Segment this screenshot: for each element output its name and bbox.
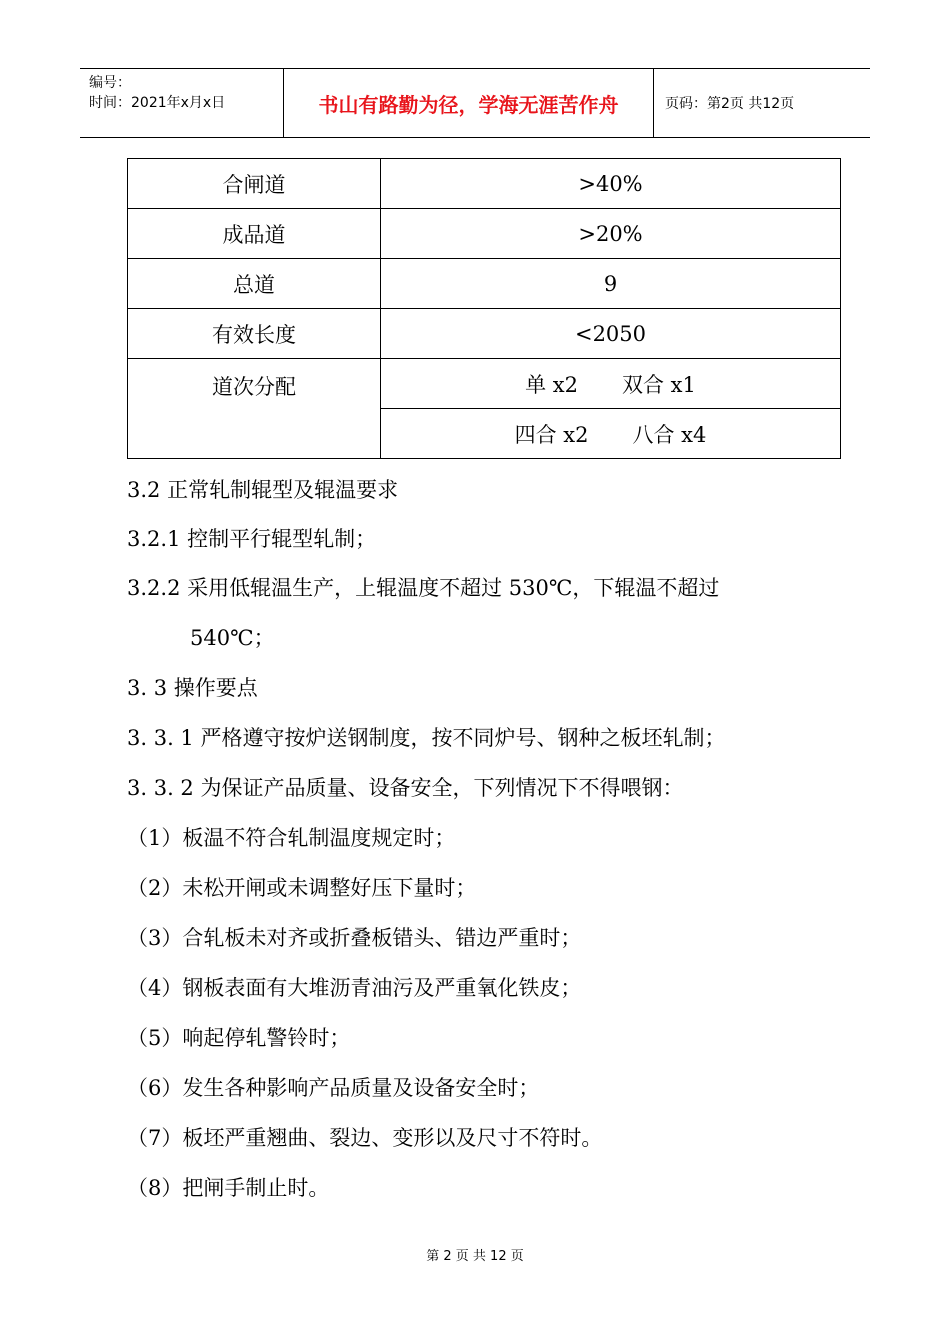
table-cell-allocation [381, 409, 841, 459]
list-item: （2）未松开闸或未调整好压下量时； [127, 876, 477, 900]
list-item: （7）板坯严重翘曲、裂边、变形以及尺寸不符时。 [127, 1126, 603, 1150]
table-cell-allocation [381, 359, 841, 409]
list-item: （8）把闸手制止时。 [127, 1176, 330, 1200]
section-heading: 3. 3 操作要点 [127, 676, 258, 700]
table-row [128, 359, 841, 409]
allocation-item: 八合 x4 [632, 422, 707, 447]
table-cell-allocation-label: 道次分配 [128, 359, 381, 459]
list-item: （1）板温不符合轧制温度规定时； [127, 826, 456, 850]
paragraph: 3.2.2 采用低辊温生产，上辊温度不超过 530℃，下辊温不超过 [127, 576, 720, 600]
paragraph: 3.2.1 控制平行辊型轧制； [127, 527, 377, 551]
allocation-item: 四合 x2 [514, 422, 589, 447]
table-cell-value: >20% [381, 209, 841, 259]
parameter-table [127, 158, 841, 459]
table-cell-value: >40% [381, 159, 841, 209]
page-footer: 第 2 页 共 12 页 [426, 1249, 524, 1264]
table-cell-label: 成品道 [128, 209, 381, 259]
allocation-item: 双合 x1 [622, 372, 696, 397]
table-cell-value: <2050 [381, 309, 841, 359]
table-row [128, 259, 841, 309]
page-header [80, 68, 870, 138]
paragraph: 3. 3. 1 严格遵守按炉送钢制度，按不同炉号、钢种之板坯轧制； [127, 726, 726, 750]
table-cell-value: 9 [381, 259, 841, 309]
header-motto: 书山有路勤为径，学海无涯苦作舟 [283, 69, 654, 137]
table-cell-label: 合闸道 [128, 159, 381, 209]
allocation-item: 单 x2 [525, 372, 578, 397]
list-item: （6）发生各种影响产品质量及设备安全时； [127, 1076, 540, 1100]
list-item: （5）响起停轧警铃时； [127, 1026, 351, 1050]
document-time-label: 时间：2021年x月x日 [89, 95, 226, 111]
list-item: （3）合轧板未对齐或折叠板错头、错边严重时； [127, 926, 582, 950]
list-item: （4）钢板表面有大堆沥青油污及严重氧化铁皮； [127, 976, 582, 1000]
table-cell-label: 总道 [128, 259, 381, 309]
document-number-label: 编号： [89, 75, 131, 91]
table-row [128, 309, 841, 359]
table-cell-label: 有效长度 [128, 309, 381, 359]
header-meta [80, 69, 283, 137]
table-row [128, 209, 841, 259]
paragraph: 3. 3. 2 为保证产品质量、设备安全，下列情况下不得喂钢： [127, 776, 684, 800]
header-page-info: 页码：第2页 共12页 [665, 96, 795, 112]
table-row [128, 159, 841, 209]
paragraph-continuation: 540℃； [190, 626, 275, 650]
section-heading: 3.2 正常轧制辊型及辊温要求 [127, 478, 399, 502]
